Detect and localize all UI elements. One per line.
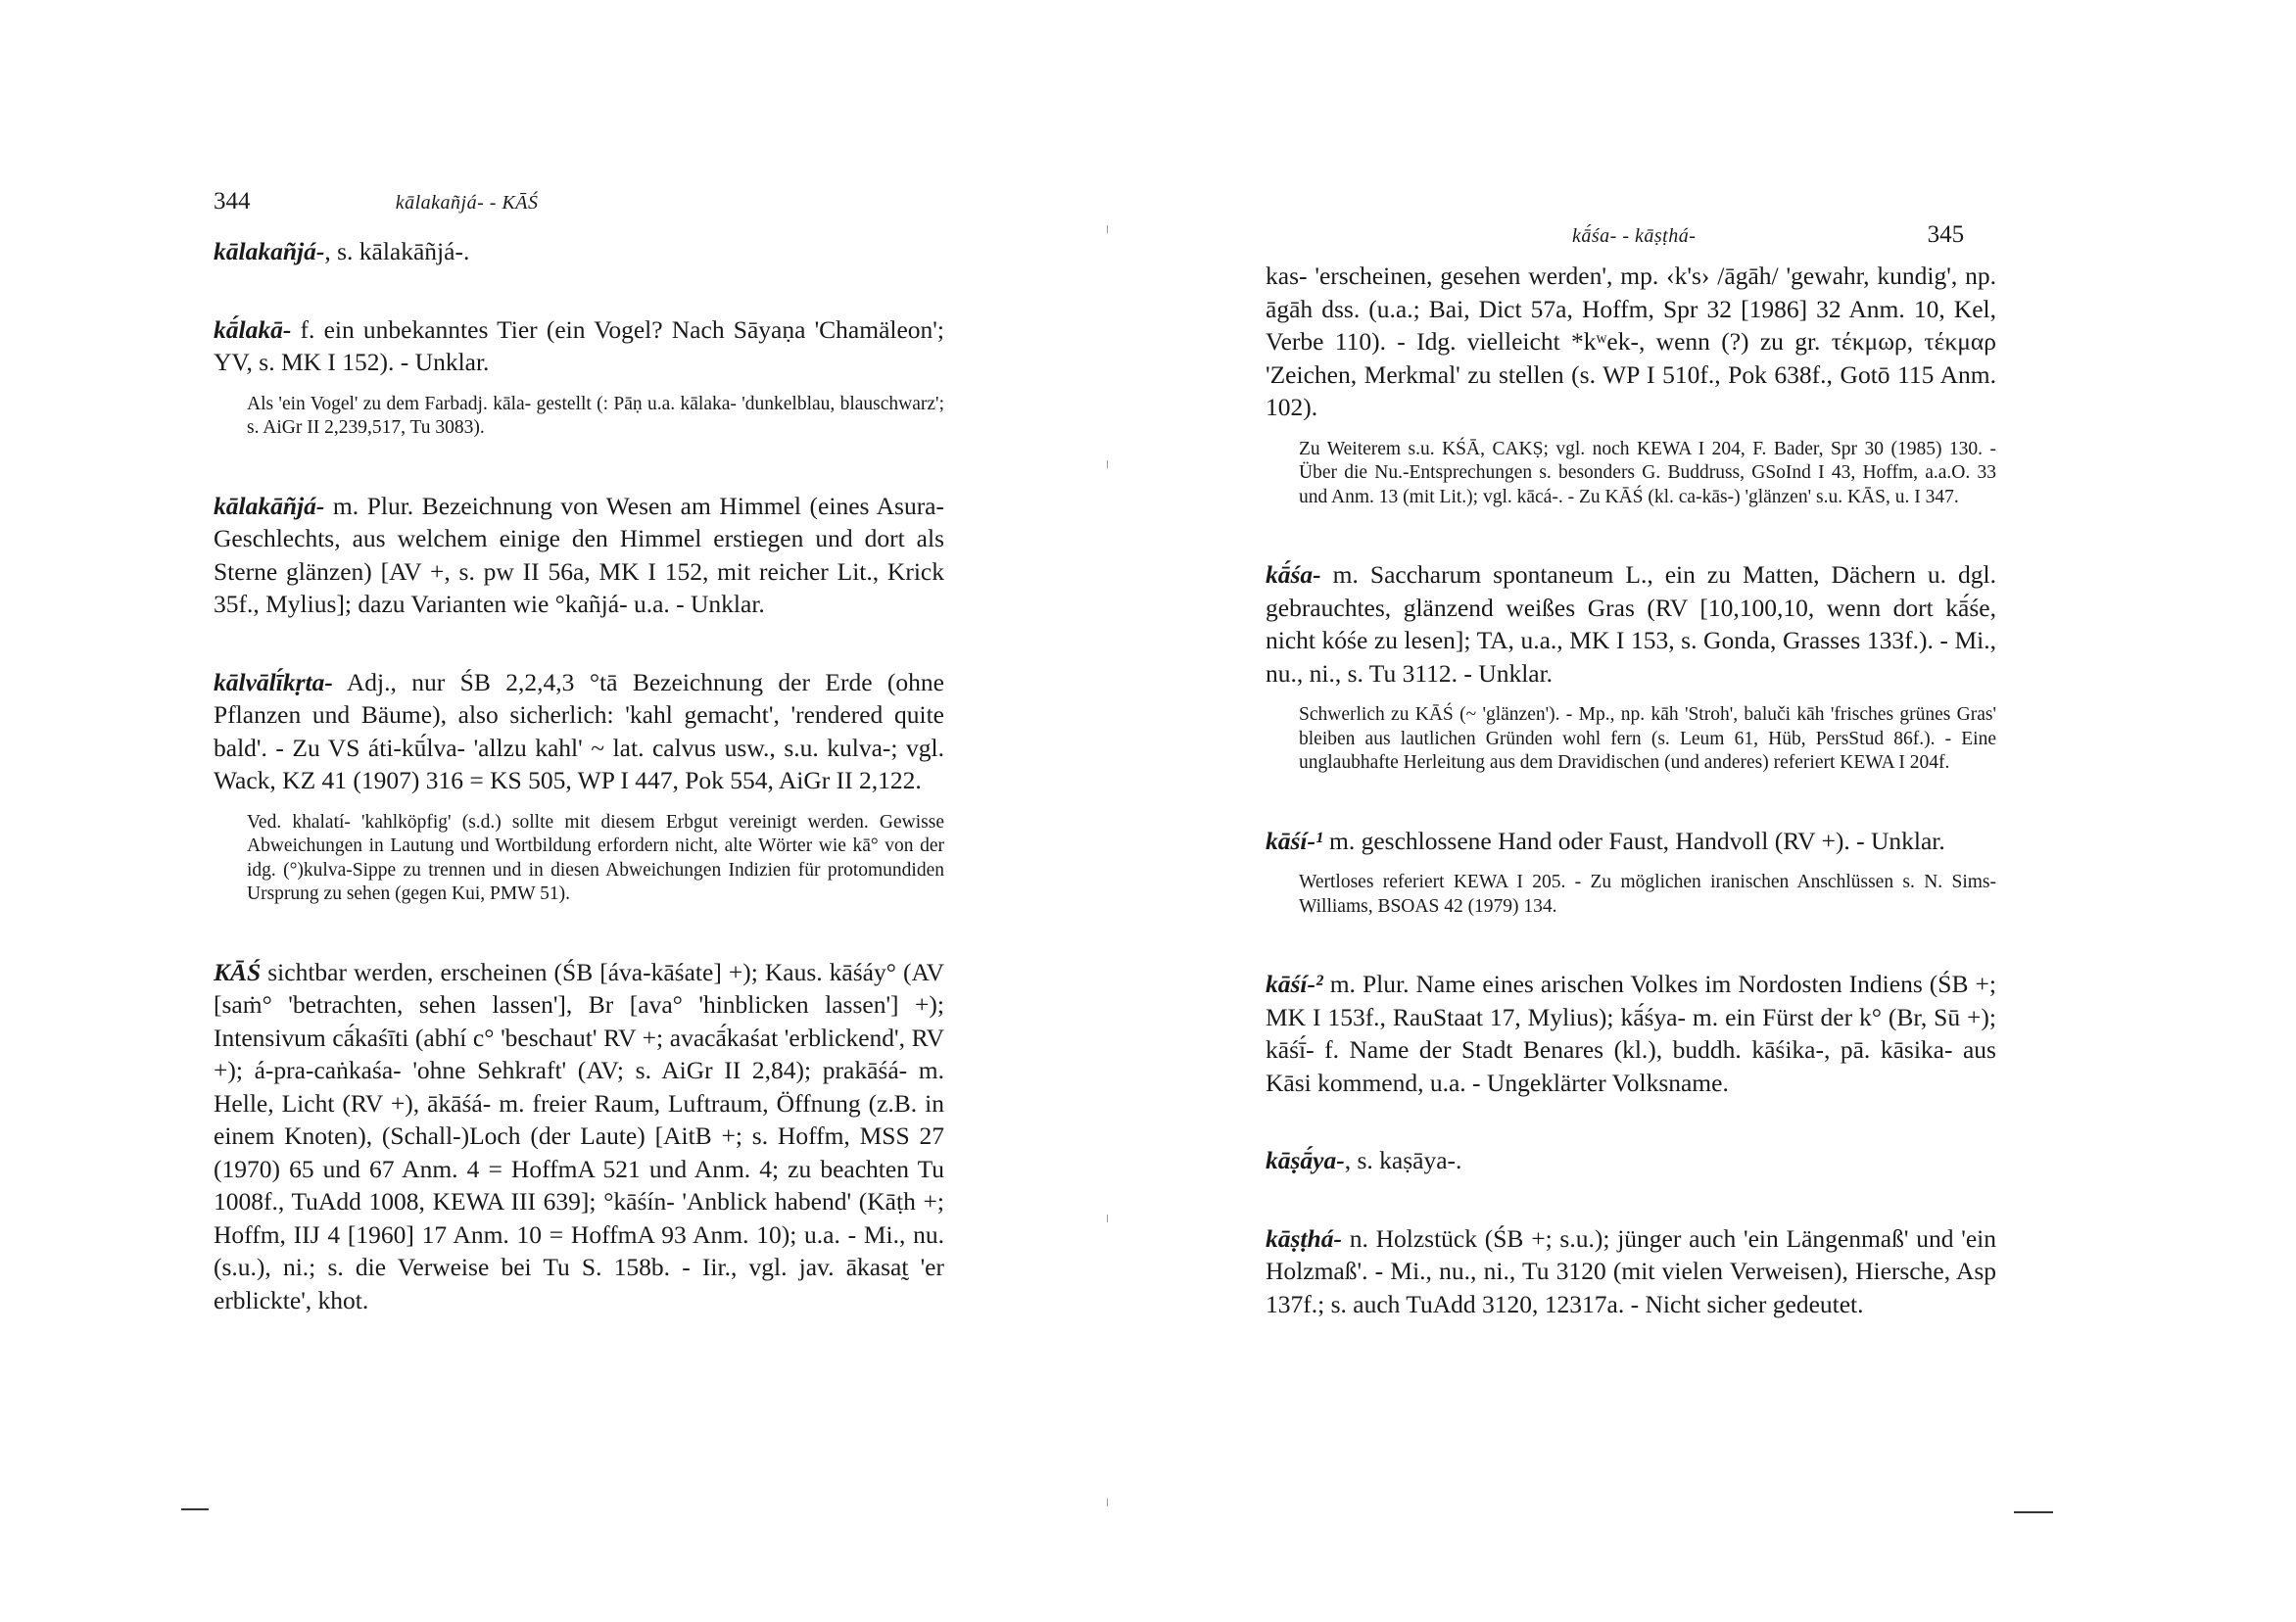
entry-note: Wertloses referiert KEWA I 205. - Zu möglichen iranischen Anschlüssen s. N. Sims-Williams, BSOAS 42 (1979) 134. (1299, 872, 1996, 917)
headword: kāṣṭhá- (1266, 1223, 1342, 1253)
entry-note: Ved. khalatí- 'kahlköpfig' (s.d.) sollte mit diesem Erbgut vereinigt werden. Gewisse Abweichungen in Lautung und Wortbildung erfordern nicht, alte Wörter wie kā° von der idg. (°)kulva-Sippe zu trennen und in diesen Abweichungen Indizien für protomundiden Ursprung zu sehen (gegen Kui, PMW 51). (247, 811, 944, 904)
dictionary-entry (1266, 968, 1996, 1099)
entry-text: m. Saccharum spontaneum L., ein zu Matten, Dächern u. dgl. gebrauchtes, glänzend weißes Gras (RV [10,100,10, wenn dort kā́śe, nicht kóśe zu lesen]; TA, u.a., MK I 153, s. Gonda, Grasses 133f.). - Mi., nu., ni., s. Tu 3112. - Unklar. (1266, 560, 1996, 688)
gutter-mark (1107, 460, 1108, 468)
headword: kālvālī́kṛta- (214, 667, 333, 696)
dictionary-entry (214, 956, 944, 1317)
entry-text: , s. kālakāñjá-. (324, 237, 470, 265)
left-page (0, 0, 1126, 1622)
page-number: 344 (214, 188, 251, 215)
headword: kālakāñjá- (214, 491, 325, 520)
headword: KĀŚ (214, 957, 262, 986)
dictionary-entry (1266, 1144, 1996, 1177)
entry-text: n. Holzstück (ŚB +; s.u.); jünger auch 'ein Längenmaß' und 'ein Holzmaß'. - Mi., nu., ni., Tu 3120 (mit vielen Verweisen), Hiersche, Asp 137f.; s. auch TuAdd 3120, 12317a. - Nicht sicher gedeutet. (1266, 1223, 1996, 1318)
entry-text: , s. kaṣāya-. (1344, 1146, 1462, 1174)
headword: kā́śa- (1266, 560, 1321, 589)
headword: kālakañjá- (214, 237, 325, 265)
running-head: kā́śa- - kāṣṭhá- (1572, 225, 1697, 247)
crop-mark (181, 1508, 209, 1510)
dictionary-entry (1266, 1222, 1996, 1321)
page-number: 345 (1927, 221, 1965, 248)
dictionary-entry (214, 235, 944, 268)
crop-mark (2014, 1511, 2053, 1513)
dictionary-entry (214, 666, 944, 797)
entry-text: Adj., nur ŚB 2,2,4,3 °tā Bezeichnung der Erde (ohne Pflanzen und Bäume), also sicherlich: 'kahl gemacht', 'rendered quite bald'. - Zu VS áti-kū́lva- 'allzu kahl' ~ lat. calvus usw., s.u. kulva-; vgl. Wack, KZ 41 (1907) 316 = KS 505, WP I 447, Pok 554, AiGr II 2,122. (214, 667, 944, 794)
gutter-mark (1107, 1499, 1108, 1506)
dictionary-entry (214, 313, 944, 379)
dictionary-entry (1266, 558, 1996, 690)
entry-note: Zu Weiterem s.u. KŚĀ, CAKṢ; vgl. noch KEWA I 204, F. Bader, Spr 30 (1985) 130. - Über die Nu.-Entsprechungen s. besonders G. Buddruss, GSoInd I 43, Hoffm, a.a.O. 33 und Anm. 13 (mit Lit.); vgl. kācá-. - Zu KĀŚ (kl. ca-kās-) 'glänzen' s.u. KĀS, u. I 347. (1299, 438, 1996, 507)
left-column (214, 235, 944, 1316)
gutter-mark (1107, 1215, 1108, 1222)
right-page-header (1572, 221, 1964, 249)
entry-note: Schwerlich zu KĀŚ (~ 'glänzen'). - Mp., np. kāh 'Stroh', baluči kāh 'frisches grünes Gras' bleiben aus lautlichen Gründen wohl fern (s. Leum 61, Hüb, PersStud 86f.). - Eine unglaubhafte Herleitung aus dem Dravidischen (und anderes) referiert KEWA I 204f. (1299, 704, 1996, 773)
right-page (1126, 0, 2296, 1622)
right-column (1266, 260, 1996, 1320)
gutter-mark (1107, 225, 1108, 233)
entry-text: sichtbar werden, erscheinen (ŚB [áva-kāśate] +); Kaus. kāśáy° (AV [saṁ° 'betrachten, sehen lassen'], Br [ava° 'hinblicken lassen'] +); Intensivum cā́kaśīti (abhí c° 'beschaut' RV +; avacā́kaśat 'erblickend', RV +); á-pra-caṅkaśa- 'ohne Sehkraft' (AV; s. AiGr II 2,84); prakāśá- m. Helle, Licht (RV +), ākāśá- m. freier Raum, Luftraum, Öffnung (z.B. in einem Knoten), (Schall-)Loch (der Laute) [AitB +; s. Hoffm, MSS 27 (1970) 65 und 67 Anm. 4 = HoffmA 521 und Anm. 4; zu beachten Tu 1008f., TuAdd 1008, KEWA III 639]; °kāśín- 'Anblick habend' (Kāṭh +; Hoffm, IIJ 4 [1960] 17 Anm. 10 = HoffmA 93 Anm. 10); u.a. - Mi., nu. (s.u.), ni.; s. die Verweise bei Tu S. 158b. - Iir., vgl. jav. ākasat̰ 'er erblickte', khot. (214, 957, 944, 1314)
left-page-header (214, 188, 539, 215)
running-head: kālakañjá- - KĀŚ (395, 192, 539, 214)
dictionary-entry (214, 490, 944, 621)
entry-note: Als 'ein Vogel' zu dem Farbadj. kāla- gestellt (: Pāṇ u.a. kālaka- 'dunkelblau, blauschwarz'; s. AiGr II 2,239,517, Tu 3083). (247, 393, 944, 438)
entry-text: m. Plur. Name eines arischen Volkes im Nordosten Indiens (ŚB +; MK I 153f., RauStaat 17, Mylius); kā́śya- m. ein Fürst der k° (Br, Sū +); kāśī́- f. Name der Stadt Benares (kl.), buddh. kāśika-, pā. kāsika- aus Kāsi kommend, u.a. - Ungeklärter Volksname. (1266, 970, 1996, 1097)
headword: kāśí-² (1266, 970, 1323, 998)
dictionary-entry (1266, 825, 1996, 858)
entry-text: m. geschlossene Hand oder Faust, Handvoll (RV +). - Unklar. (1322, 826, 1945, 855)
headword: kāṣā́ya- (1266, 1146, 1345, 1174)
entry-continuation: kas- 'erscheinen, gesehen werden', mp. ‹k's› /āgāh/ 'gewahr, kundig', np. āgāh dss. (u.a.; Bai, Dict 57a, Hoffm, Spr 32 [1986] 32 Anm. 10, Kel, Verbe 110). - Idg. vielleicht *kʷek-, wenn (?) zu gr. τέκμωρ, τέκμαρ 'Zeichen, Merkmal' zu stellen (s. WP I 510f., Pok 638f., Gotō 115 Anm. 102). (1266, 262, 1996, 421)
headword: kāśí-¹ (1266, 826, 1323, 855)
entry-text: m. Plur. Bezeichnung von Wesen am Himmel (eines Asura-Geschlechts, aus welchem einige den Himmel erstiegen und dort als Sterne glänzen) [AV +, s. pw II 56a, MK I 152, mit reicher Lit., Krick 35f., Mylius]; dazu Varianten wie °kañjá- u.a. - Unklar. (214, 491, 944, 618)
entry-text: f. ein unbekanntes Tier (ein Vogel? Nach Sāyaṇa 'Chamäleon'; YV, s. MK I 152). - Unklar. (214, 314, 944, 376)
headword: kā́lakā- (214, 314, 292, 344)
